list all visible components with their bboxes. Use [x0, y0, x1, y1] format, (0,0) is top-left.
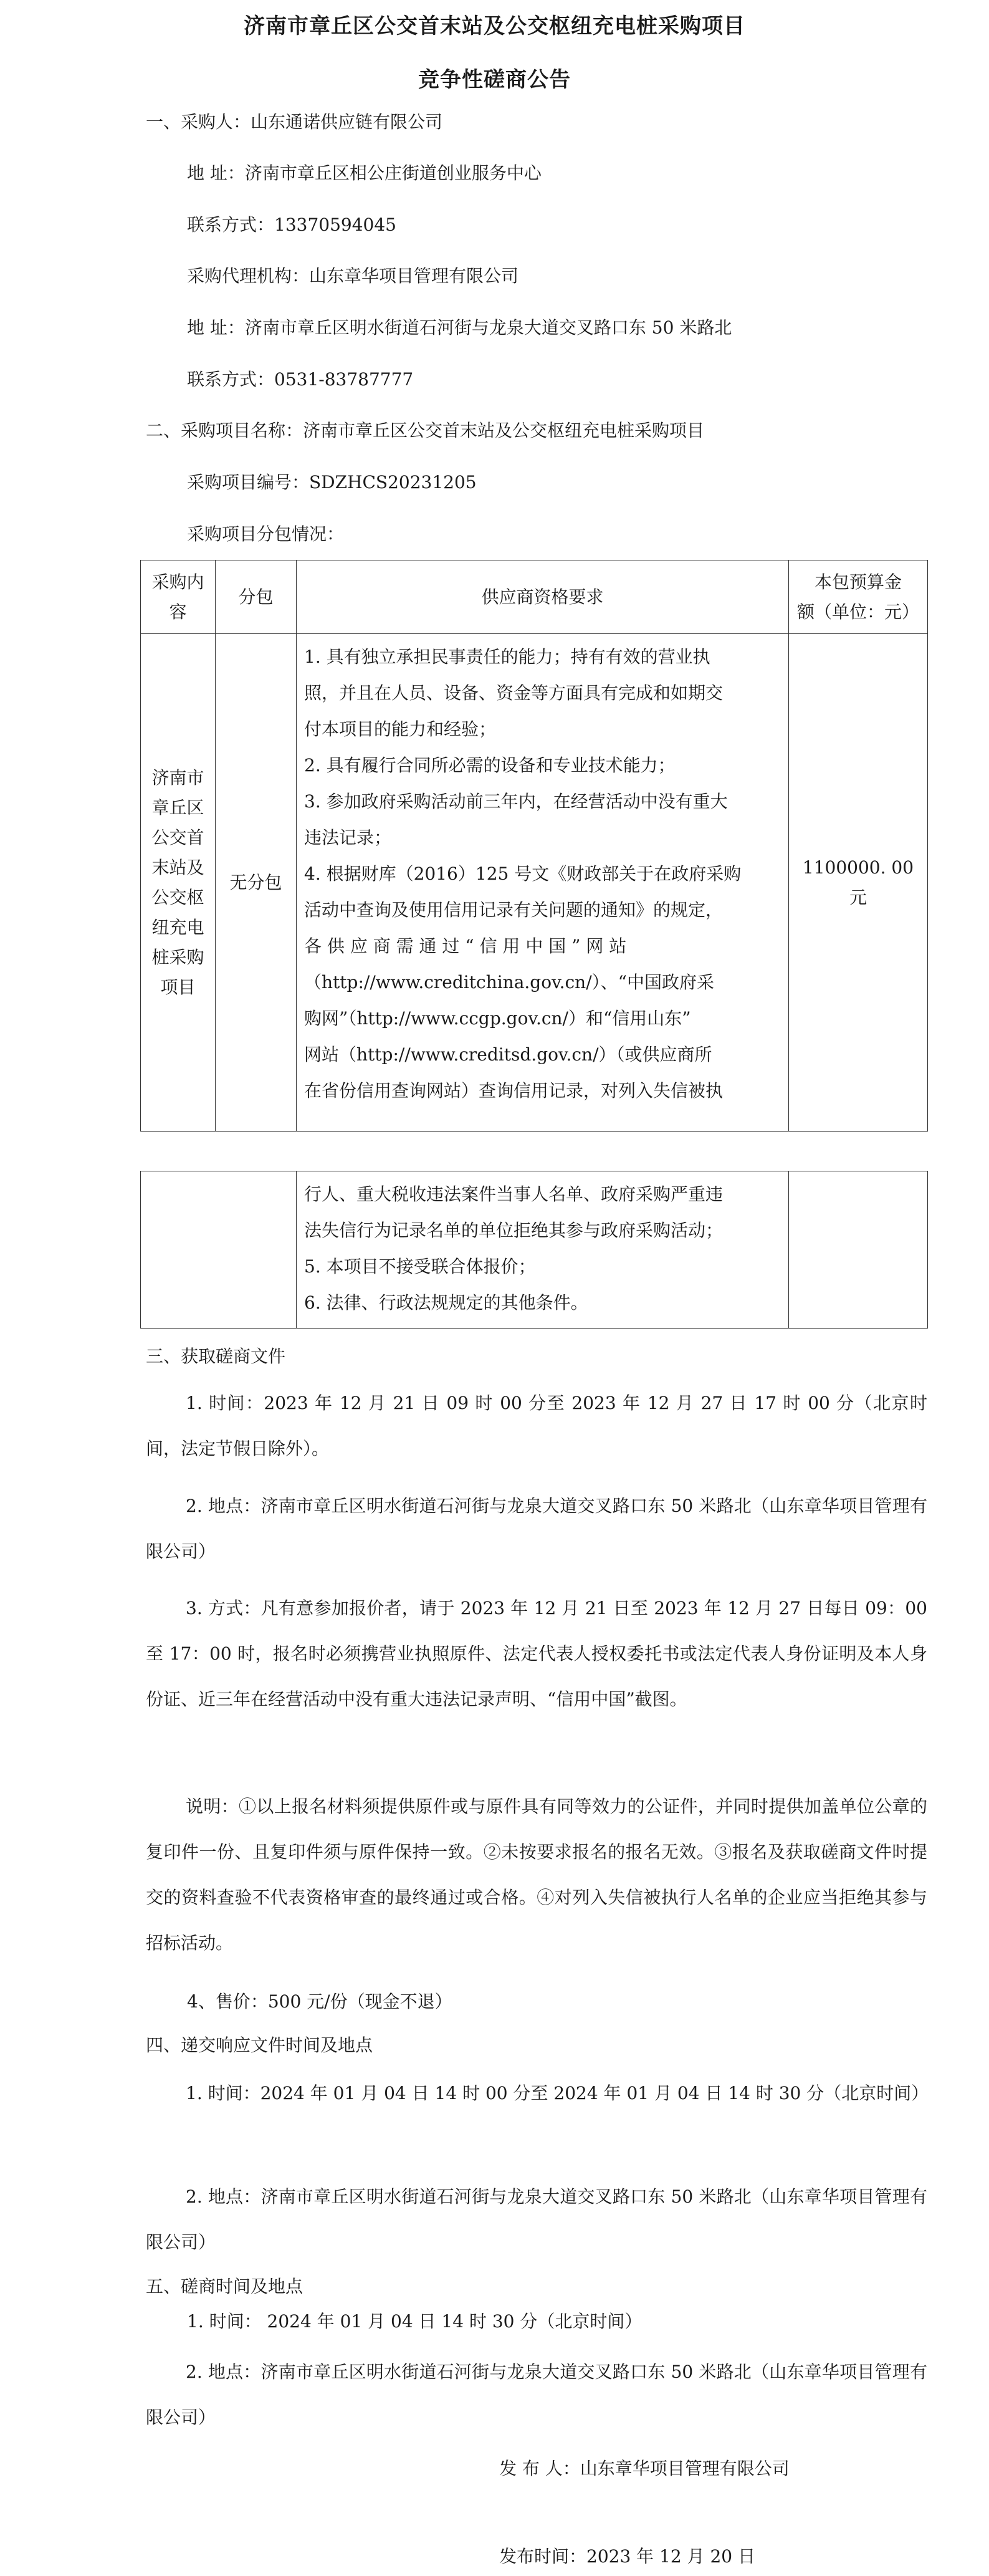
cell-empty	[789, 1171, 928, 1329]
s5-heading: 五、磋商时间及地点	[146, 2276, 303, 2297]
package-info-label: 采购项目分包情况：	[187, 524, 345, 544]
s3-time: 1. 时间：2023 年 12 月 21 日 09 时 00 分至 2023 年 12 月 27 日 17 时 00 分（北京时间，法定节假日除外）。	[146, 1393, 927, 1459]
cell-requirements-continued: 行人、重大税收违法案件当事人名单、政府采购严重违 法失信行为记录名单的单位拒绝其参与政府采购活动； 5. 本项目不接受联合体报价； 6. 法律、行政法规规定的其他条件。	[297, 1171, 789, 1329]
cell-content: 济南市 章丘区 公交首 末站及 公交枢 纽充电 桩采购 项目	[141, 634, 216, 1132]
s3-method: 3. 方式：凡有意参加报价者，请于 2023 年 12 月 21 日至 2023 年 12 月 27 日每日 09：00 至 17：00 时，报名时必须携营业执照原件、法定代表人授权委托书或法定代表人身份证明及本人身份证、近三年在经营活动中没有重大违法记录声明、“信用中国”截图。	[146, 1598, 927, 1709]
s5-time: 1. 时间： 2024 年 01 月 04 日 14 时 30 分（北京时间）	[187, 2311, 643, 2332]
buyer-address: 地 址：济南市章丘区相公庄街道创业服务中心	[187, 163, 542, 183]
table-header-row	[141, 560, 928, 634]
s1-heading: 一、采购人：山东通诺供应链有限公司	[146, 112, 443, 132]
cell-requirements: 1. 具有独立承担民事责任的能力；持有有效的营业执 照，并且在人员、设备、资金等方面具有完成和如期交 付本项目的能力和经验； 2. 具有履行合同所必需的设备和专业技术能力； 3. 参加政府采购活动前三年内，在经营活动中没有重大 违法记录； 4. 根据财库（2016）125 号文《财政部关于在政府采购 活动中查询及使用信用记录有关问题的通知》的规定， 各 供 应 商 需 通 过 “ 信 用 中 国 ” 网 站 （http://www.creditchina.gov.cn/）、“中国政府采 购网”（http://www.ccgp.gov.cn/）和“信用山东” 网站（http://www.creditsd.gov.cn/）（或供应商所 在省份信用查询网站）查询信用记录，对列入失信被执	[297, 634, 789, 1132]
s4-place: 2. 地点：济南市章丘区明水街道石河街与龙泉大道交叉路口东 50 米路北（山东章华项目管理有限公司）	[146, 2186, 927, 2252]
package-table-continued	[140, 1171, 928, 1329]
header-package: 分包	[216, 560, 297, 634]
s3-note: 说明：①以上报名材料须提供原件或与原件具有同等效力的公证件，并同时提供加盖单位公章的复印件一份、且复印件须与原件保持一致。②未按要求报名的报名无效。③报名及获取磋商文件时提交的资料查验不代表资格审查的最终通过或合格。④对列入失信被执行人名单的企业应当拒绝其参与招标活动。	[146, 1796, 927, 1953]
agency-name: 采购代理机构：山东章华项目管理有限公司	[187, 266, 519, 286]
publisher: 发 布 人：山东章华项目管理有限公司	[499, 2458, 790, 2479]
s3-place: 2. 地点：济南市章丘区明水街道石河街与龙泉大道交叉路口东 50 米路北（山东章华项目管理有限公司）	[146, 1496, 927, 1562]
agency-address: 地 址：济南市章丘区明水街道石河街与龙泉大道交叉路口东 50 米路北	[187, 317, 732, 338]
agency-contact: 联系方式：0531-83787777	[187, 369, 414, 390]
s5-place: 2. 地点：济南市章丘区明水街道石河街与龙泉大道交叉路口东 50 米路北（山东章华项目管理有限公司）	[146, 2362, 927, 2428]
s3-price: 4、售价：500 元/份（现金不退）	[187, 1991, 452, 2012]
s4-heading: 四、递交响应文件时间及地点	[146, 2035, 373, 2055]
s2-heading: 二、采购项目名称：济南市章丘区公交首末站及公交枢纽充电桩采购项目	[146, 420, 705, 441]
header-content: 采购内 容	[141, 560, 216, 634]
publish-date: 发布时间：2023 年 12 月 20 日	[499, 2546, 756, 2567]
project-number: 采购项目编号：SDZHCS20231205	[187, 472, 477, 493]
buyer-contact: 联系方式：13370594045	[187, 214, 396, 235]
table-row	[141, 634, 928, 1132]
header-budget: 本包预算金 额（单位：元）	[789, 560, 928, 634]
header-requirements: 供应商资格要求	[297, 560, 789, 634]
s3-heading: 三、获取磋商文件	[146, 1346, 286, 1367]
s4-time: 1. 时间：2024 年 01 月 04 日 14 时 00 分至 2024 年 01 月 04 日 14 时 30 分（北京时间）	[186, 2083, 929, 2103]
doc-title: 济南市章丘区公交首末站及公交枢纽充电桩采购项目	[244, 14, 745, 39]
table-row	[141, 1171, 928, 1329]
cell-budget: 1100000. 00 元	[789, 634, 928, 1132]
package-table	[140, 560, 928, 1132]
doc-subtitle: 竞争性磋商公告	[418, 67, 571, 92]
cell-empty	[141, 1171, 297, 1329]
cell-package: 无分包	[216, 634, 297, 1132]
